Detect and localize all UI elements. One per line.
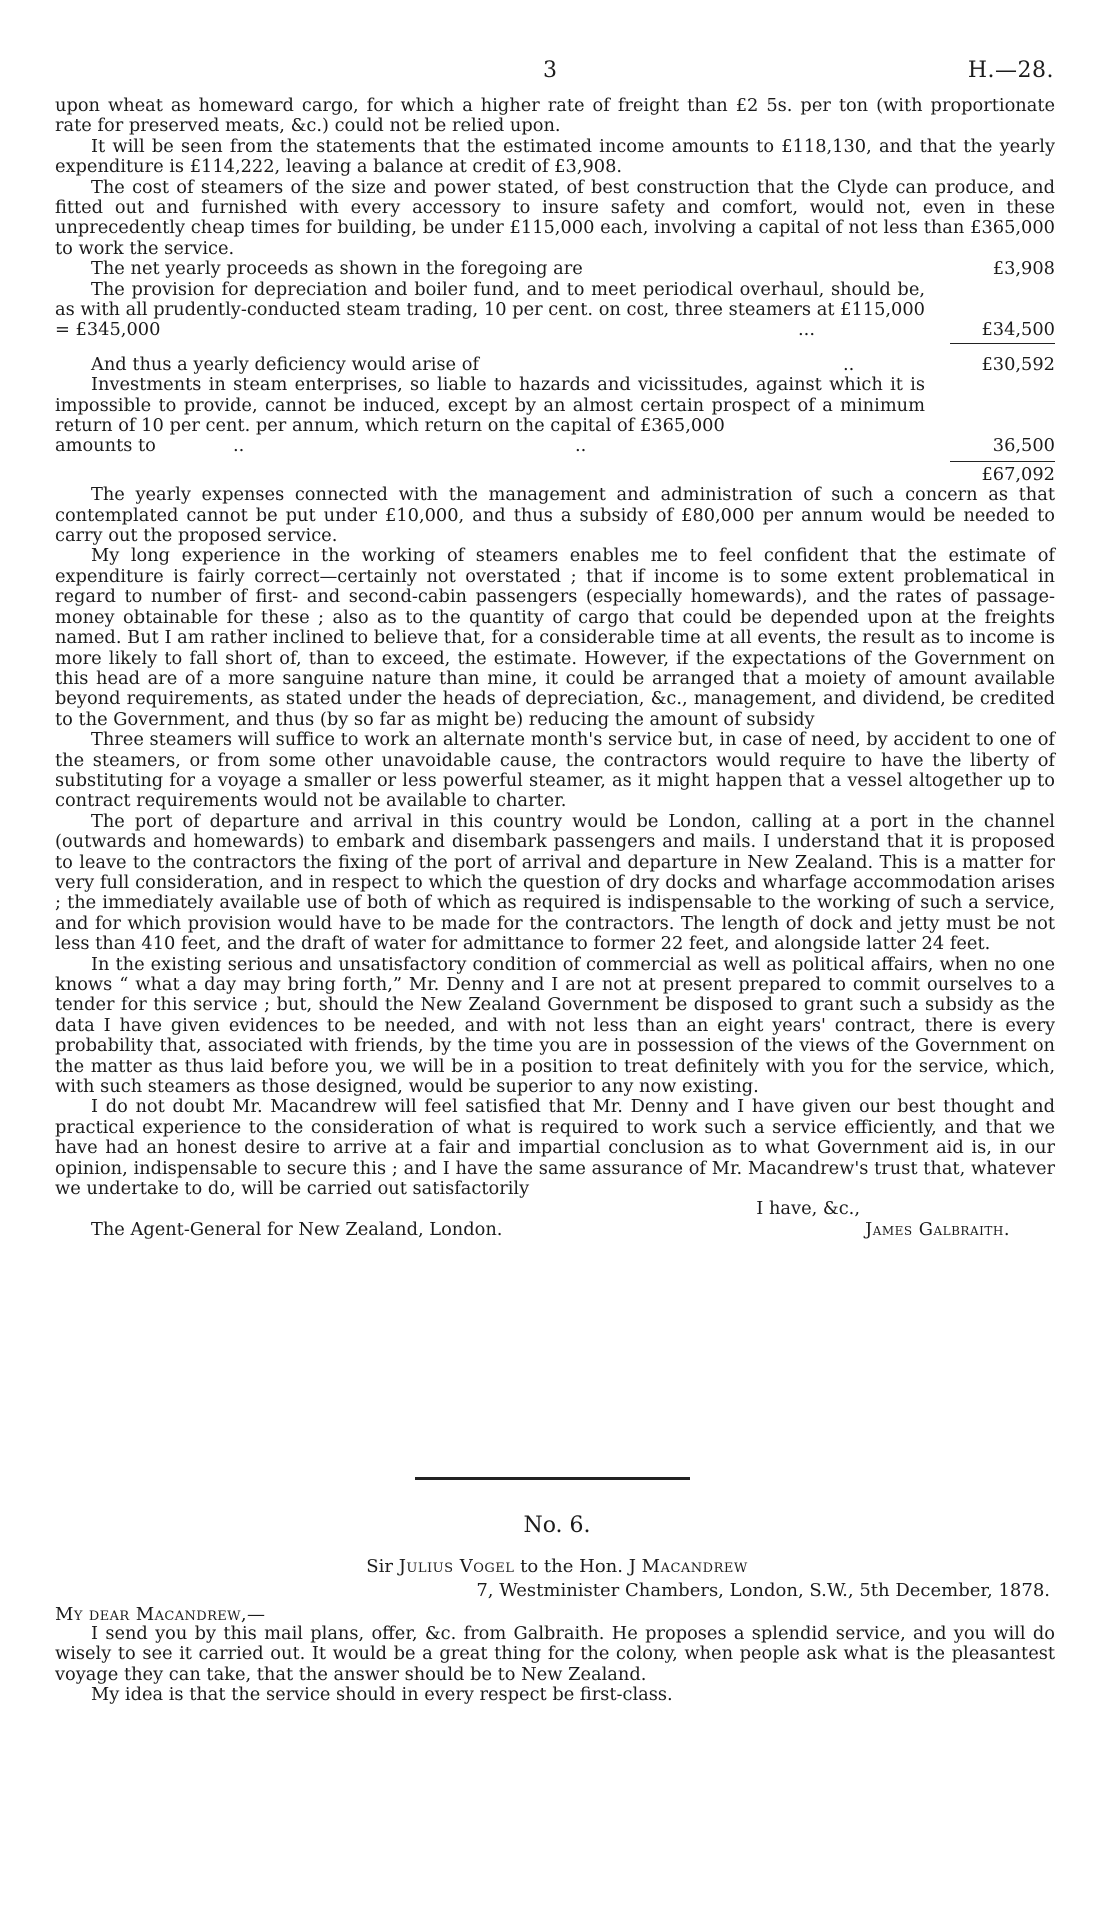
- section-title: No. 6.: [523, 1513, 591, 1538]
- provision-block: [55, 280, 1055, 341]
- document-reference: H.—28.: [967, 58, 1054, 83]
- closing-row: [55, 1199, 1055, 1219]
- net-proceeds-label: The net yearly proceeds as shown in the foregoing are: [91, 258, 583, 280]
- paragraph: My long experience in the working of steamers enables me to feel confident that the estimate of expenditure is fairly correct—certainly not overstated ; that if income is to some extent problematical in regard to number of first- and second-cabin passengers (especially homewards), and the rates of passage-money obtainable for these ; also as to the quantity of cargo that could be depended upon at the freights named. But I am rather inclined to believe that, for a considerable time at all events, the result as to income is more likely to fall short of, than to exceed, the estimate. However, if the expectations of the Government on this head are of a more sanguine nature than mine, it could be arranged that a moiety of amount available beyond requirements, as stated under the heads of depreciation, &c., management, and dividend, be credited to the Government, and thus (by so far as might be) reducing the amount of subsidy: [55, 545, 1055, 730]
- sum-rule: [950, 461, 1055, 462]
- investments-block: [55, 375, 1055, 457]
- deficiency-label: And thus a yearly deficiency would arise of: [91, 353, 479, 375]
- addressee: The Agent-General for New Zealand, London.: [91, 1218, 503, 1240]
- amounts-to-label: amounts to: [55, 435, 156, 457]
- provision-amount: £34,500: [981, 319, 1055, 341]
- section-subtitle: [0, 1556, 1114, 1577]
- amounts-to-leader: ..: [575, 435, 587, 457]
- section-divider: [415, 1477, 690, 1480]
- paragraph: The cost of steamers of the size and power stated, of best construction that the Clyde can produce, and fitted out and furnished with every accessory to insure safety and comfort, would not, even in these unprecedently cheap times for building, be under £115,000 each, involving a capital of not less than £365,000 to work the service.: [55, 176, 1055, 259]
- total-row: [55, 465, 1055, 485]
- total-amount: £67,092: [981, 463, 1055, 485]
- subtitle-prefix: Sir: [366, 1556, 393, 1577]
- sum-rule: [950, 343, 1055, 344]
- paragraph: It will be seen from the statements that the estimated income amounts to £118,130, and that the yearly expenditure is £114,222, leaving a balance at credit of £3,908.: [55, 135, 1055, 178]
- letter-body: [55, 96, 1055, 1240]
- deficiency-row: [55, 355, 1055, 375]
- subtitle-from: Julius Vogel: [398, 1556, 515, 1577]
- paragraph: I do not doubt Mr. Macandrew will feel satisfied that Mr. Denny and I have given our best thought and practical experience to the consideration of what is required to work such a service efficiently, and that we have had an honest desire to arrive at a fair and impartial conclusion as to what Government aid is, in our opinion, indispensable to secure this ; and I have the same assurance of Mr. Macandrew's trust that, whatever we undertake to do, will be carried out satisfactorily: [55, 1096, 1055, 1200]
- paragraph: The yearly expenses connected with the management and administration of such a concern as that contemplated cannot be put under £10,000, and thus a subsidy of £80,000 per annum would be needed to carry out the proposed service.: [55, 484, 1055, 547]
- subtitle-to: Macandrew: [641, 1556, 748, 1577]
- letter-body: [55, 1624, 1055, 1706]
- deficiency-amount: £30,592: [981, 353, 1055, 375]
- provision-text: The provision for depreciation and boiler fund, and to meet periodical overhaul, should be, as with all prudently-conducted steam trading, 10 per cent. on cost, three steamers at £115,000 = £345,000: [55, 278, 925, 341]
- paragraph: upon wheat as homeward cargo, for which a higher rate of freight than £2 5s. per ton (with proportionate rate for preserved meats, &c.) could not be relied upon.: [55, 95, 1055, 137]
- signature: James Galbraith.: [865, 1218, 1010, 1240]
- subtitle-mid: to the Hon. J: [520, 1556, 636, 1577]
- net-proceeds-row: [55, 259, 1055, 279]
- provision-leader: ...: [798, 319, 815, 341]
- letter-address: 7, Westminister Chambers, London, S.W., 5th December, 1878.: [476, 1580, 1050, 1601]
- closing: I have, &c.,: [756, 1198, 860, 1220]
- paragraph: The port of departure and arrival in this country would be London, calling at a port in the channel (outwards and homewards) to embark and disembark passengers and mails. I understand that it is proposed to leave to the contractors the fixing of the port of arrival and departure in New Zealand. This is a matter for very full consideration, and in respect to which the question of dry docks and wharfage accommodation arises ; the immediately available use of both of which as required is indispensable to the working of such a service, and for which provision would have to be made for the contractors. The length of dock and jetty must be not less than 410 feet, and the draft of water for admittance to former 22 feet, and alongside latter 24 feet.: [55, 810, 1055, 955]
- paragraph: My idea is that the service should in every respect be first-class.: [91, 1684, 673, 1706]
- paragraph: In the existing serious and unsatisfactory condition of commercial as well as political affairs, when no one knows “ what a day may bring forth,” Mr. Denny and I are not at present prepared to commit ourselves to a tender for this service ; but, should the New Zealand Government be disposed to grant such a subsidy as the data I have given evidences to be needed, and with not less than an eight years' contract, there is every probability that, associated with friends, by the time you are in possession of the views of the Government on the matter as thus laid before you, we will be in a position to treat definitely with you for the service, which, with such steamers as those designed, would be superior to any now existing.: [55, 953, 1055, 1098]
- page-number: 3: [543, 58, 557, 83]
- amounts-to-leader: ..: [233, 435, 245, 457]
- paragraph: Three steamers will suffice to work an alternate month's service but, in case of need, by accident to one of the steamers, or from some other unavoidable cause, the contractors would require to have the liberty of substituting for a voyage a smaller or less powerful steamer, as it might happen that a vessel altogether up to contract requirements would not be available to charter.: [55, 729, 1055, 812]
- investments-amount: 36,500: [992, 435, 1055, 457]
- net-proceeds-amount: £3,908: [992, 258, 1055, 280]
- amounts-to-row: [55, 436, 1055, 456]
- paragraph: I send you by this mail plans, offer, &c. from Galbraith. He proposes a splendid service, and you will do wisely to see it carried out. It would be a great thing for the colony, when people ask what is the pleasantest voyage they can take, that the answer should be to New Zealand.: [55, 1623, 1055, 1685]
- addressee-row: [55, 1220, 1055, 1240]
- deficiency-leader: ..: [843, 353, 855, 375]
- salutation: My dear Macandrew,—: [55, 1604, 266, 1625]
- investments-text: Investments in steam enterprises, so liable to hazards and vicissitudes, against which it is impossible to provide, cannot be induced, except by an almost certain prospect of a minimum return of 10 per cent. per annum, which return on the capital of £365,000: [55, 374, 925, 437]
